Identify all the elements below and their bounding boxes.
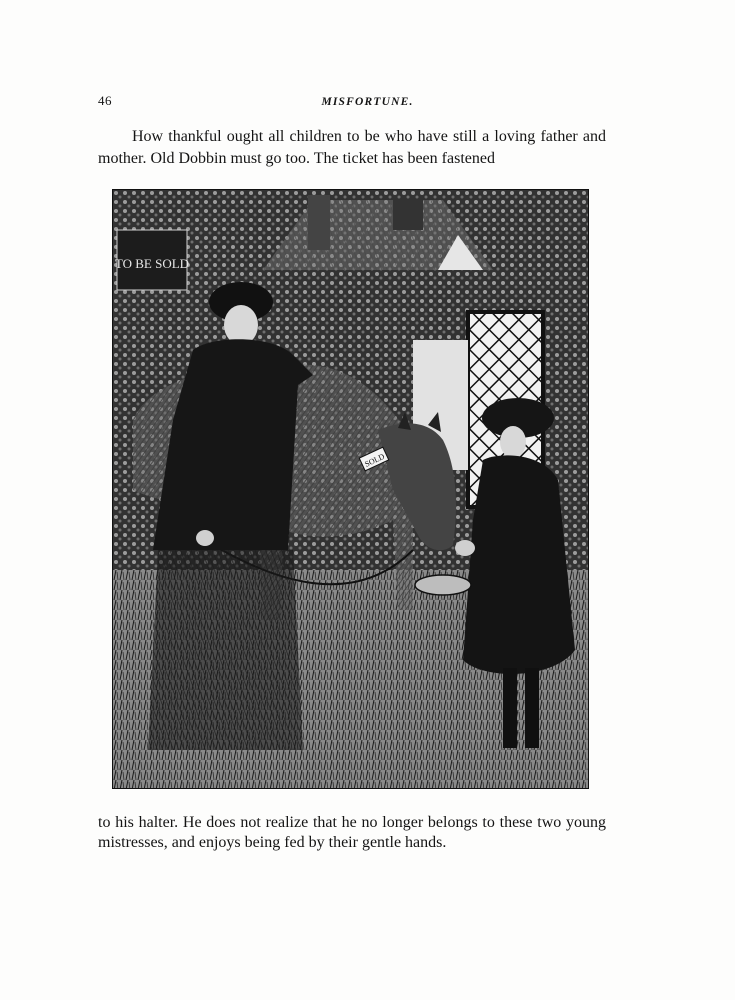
engraving-svg [113, 190, 588, 788]
sold-tag-text: SOLD [363, 451, 387, 469]
woman-face [224, 305, 258, 345]
girl-leg [503, 668, 517, 748]
paragraph-top [98, 126, 606, 170]
sale-sign-text: TO BE SOLD [114, 256, 190, 271]
engraving-illustration [112, 189, 589, 789]
chimney-right [393, 200, 423, 230]
girl-face [500, 426, 526, 458]
girl-coat [463, 455, 575, 674]
girl-hand [455, 540, 475, 556]
running-head: MISFORTUNE. [321, 96, 414, 108]
paragraph-bottom: to his halter. He does not realize that he no longer belongs to these two young mistresses, and enjoys being fed by their gentle hands. [98, 814, 606, 851]
page-number: 46 [98, 93, 112, 108]
feed-basket [415, 575, 471, 595]
paragraph-top-text: How thankful ought all children to be who have still a loving father and mother. Old Dobbin must go too. The ticket has been fastened [98, 128, 606, 167]
chimney [308, 195, 330, 250]
woman-hand [196, 530, 214, 546]
